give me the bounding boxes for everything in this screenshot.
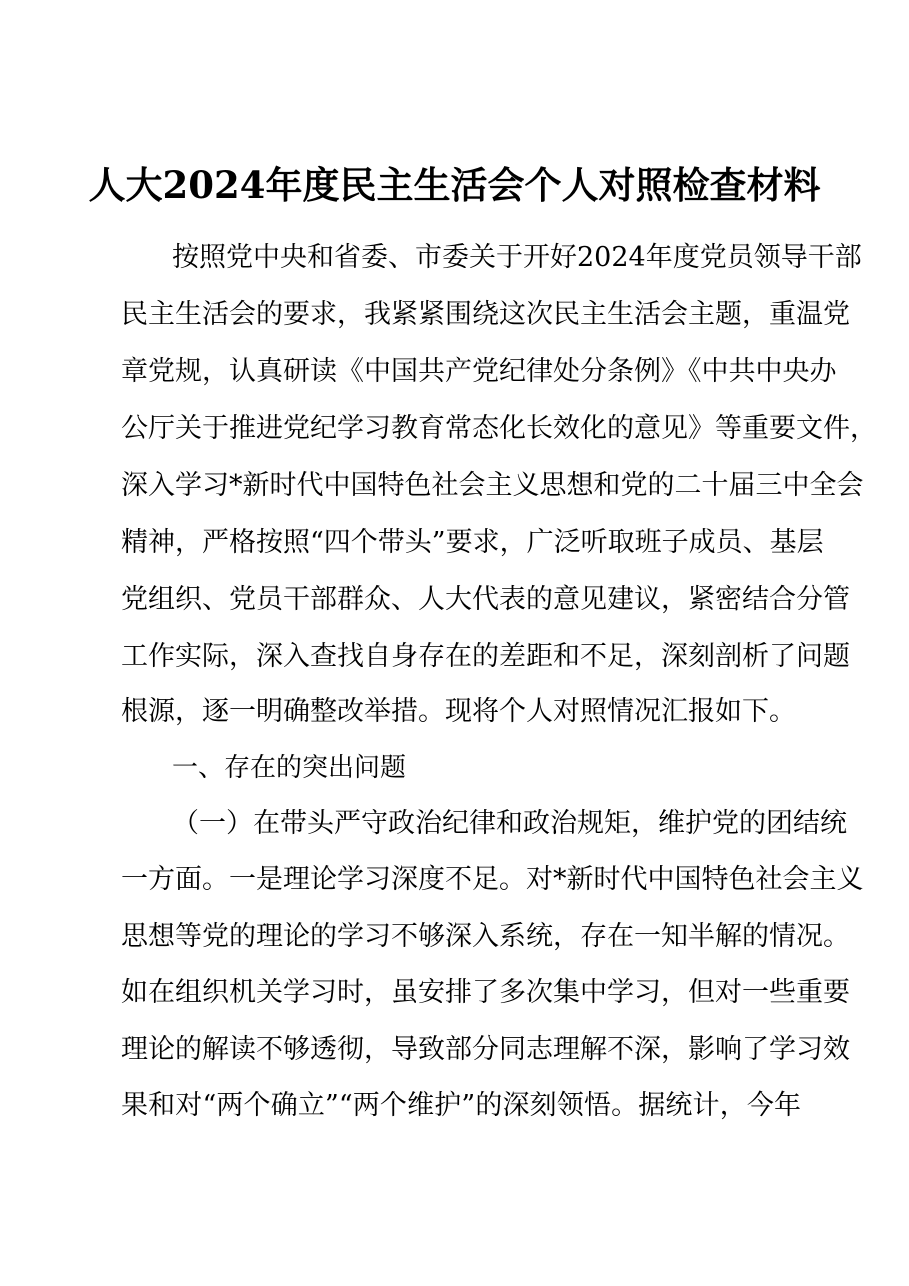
paragraph-line: 精神，严格按照“四个带头”要求，广泛听取班子成员、基层 [121, 527, 824, 558]
paragraph-line: 党组织、党员干部群众、人大代表的意见建议，紧密结合分管 [121, 584, 850, 615]
paragraph-line: 理论的解读不够透彻，导致部分同志理解不深，影响了学习效 [121, 1034, 850, 1065]
paragraph-line: 一方面。一是理论学习深度不足。对*新时代中国特色社会主义 [121, 864, 864, 895]
paragraph-line: 深入学习*新时代中国特色社会主义思想和党的二十届三中全会 [121, 470, 864, 501]
paragraph-line: 按照党中央和省委、市委关于开好2024年度党员领导干部 [172, 242, 862, 273]
paragraph-line: 如在组织机关学习时，虽安排了多次集中学习，但对一些重要 [121, 977, 850, 1008]
paragraph-line: 思想等党的理论的学习不够深入系统，存在一知半解的情况。 [121, 921, 850, 952]
document-title: 人大2024年度民主生活会个人对照检查材料 [88, 163, 821, 207]
paragraph-line: 公厅关于推进党纪学习教育常态化长效化的意见》等重要文件， [121, 413, 877, 444]
paragraph-line: 章党规，认真研读《中国共产党纪律处分条例》《中共中央办 [121, 356, 837, 387]
paragraph-line: 工作实际，深入查找自身存在的差距和不足，深刻剖析了问题 [121, 641, 850, 672]
paragraph-line: 民主生活会的要求，我紧紧围绕这次民主生活会主题，重温党 [121, 299, 850, 330]
paragraph-line: （一）在带头严守政治纪律和政治规矩，维护党的团结统 [172, 808, 847, 839]
paragraph-line: 果和对“两个确立”“两个维护”的深刻领悟。据统计，今年 [121, 1090, 801, 1121]
section-heading: 一、存在的突出问题 [172, 753, 407, 783]
paragraph-line: 根源，逐一明确整改举措。现将个人对照情况汇报如下。 [121, 696, 796, 727]
